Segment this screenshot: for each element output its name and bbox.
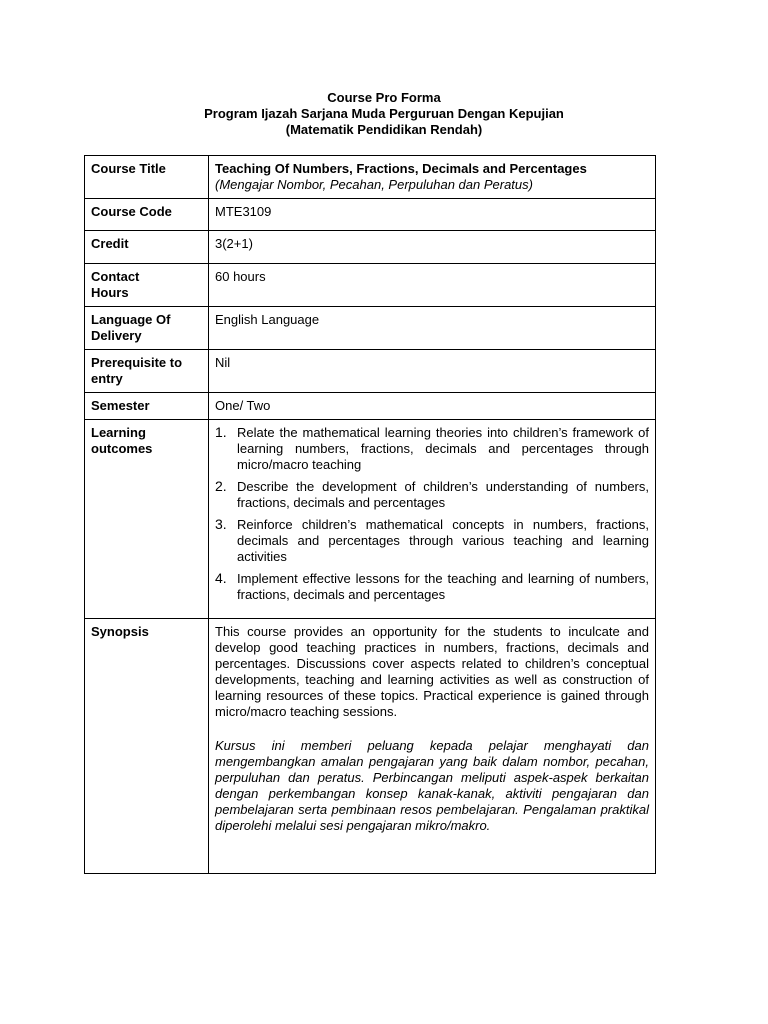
- list-item-text: Relate the mathematical learning theories into children’s framework of learning numbers, fractions, decimals and percentages through micro/macro teaching: [237, 425, 649, 472]
- row-learning-outcomes: [85, 420, 656, 619]
- label-language: [85, 307, 209, 350]
- list-item-text: Implement effective lessons for the teaching and learning of numbers, fractions, decimals and percentages: [237, 571, 649, 602]
- label-contact-hours-line1: Contact: [91, 269, 140, 284]
- value-credit: 3(2+1): [209, 231, 656, 264]
- row-language: [85, 307, 656, 350]
- value-course-code: MTE3109: [209, 199, 656, 231]
- row-course-title: [85, 156, 656, 199]
- list-item-number: 1.: [215, 424, 227, 440]
- value-contact-hours: 60 hours: [209, 264, 656, 307]
- label-learning-outcomes-line2: outcomes: [91, 441, 153, 456]
- value-course-title: [209, 156, 656, 199]
- list-item-number: 4.: [215, 570, 227, 586]
- header-program: Program Ijazah Sarjana Muda Perguruan Dengan Kepujian: [204, 106, 564, 121]
- row-synopsis: [85, 619, 656, 874]
- label-prerequisite-line1: Prerequisite to: [91, 355, 183, 370]
- row-credit: [85, 231, 656, 264]
- value-semester: One/ Two: [209, 393, 656, 420]
- list-item-number: 3.: [215, 516, 227, 532]
- list-item: [215, 425, 649, 473]
- list-item: [215, 479, 649, 511]
- list-item: [215, 517, 649, 565]
- label-semester: Semester: [85, 393, 209, 420]
- document-header: [0, 90, 768, 138]
- label-course-code: Course Code: [85, 199, 209, 231]
- label-synopsis: Synopsis: [85, 619, 209, 874]
- label-learning-outcomes-line1: Learning: [91, 425, 146, 440]
- label-language-line1: Language Of: [91, 312, 171, 327]
- label-prerequisite-line2: entry: [91, 371, 123, 386]
- row-contact-hours: [85, 264, 656, 307]
- course-proforma-table: [84, 155, 656, 874]
- label-credit: Credit: [85, 231, 209, 264]
- label-learning-outcomes: [85, 420, 209, 619]
- header-specialization: (Matematik Pendidikan Rendah): [285, 122, 483, 137]
- label-contact-hours-line2: Hours: [91, 285, 129, 300]
- label-language-line2: Delivery: [91, 328, 142, 343]
- list-item-text: Reinforce children’s mathematical concepts in numbers, fractions, decimals and percentages through various teaching and learning activities: [237, 517, 649, 564]
- label-contact-hours: [85, 264, 209, 307]
- course-title-english: Teaching Of Numbers, Fractions, Decimals and Percentages: [215, 161, 587, 176]
- list-item-text: Describe the development of children’s understanding of numbers, fractions, decimals and percentages: [237, 479, 649, 510]
- list-item-number: 2.: [215, 478, 227, 494]
- synopsis-english: This course provides an opportunity for the students to inculcate and develop good teaching practices in numbers, fractions, decimals and percentages. Discussions cover aspects related to children’s conceptual developments, teaching and learning activities as well as construction of learning resources of these topics. Practical experience is gained through micro/macro teaching sessions.: [215, 624, 649, 719]
- learning-outcomes-list: [215, 425, 649, 603]
- label-prerequisite: [85, 350, 209, 393]
- list-item: [215, 571, 649, 603]
- label-course-title: Course Title: [85, 156, 209, 199]
- value-learning-outcomes: [209, 420, 656, 619]
- value-language: English Language: [209, 307, 656, 350]
- value-synopsis: [209, 619, 656, 874]
- row-semester: [85, 393, 656, 420]
- row-prerequisite: [85, 350, 656, 393]
- synopsis-malay: Kursus ini memberi peluang kepada pelajar menghayati dan mengembangkan amalan pengajaran yang baik dalam nombor, pecahan, perpuluhan dan peratus. Perbincangan meliputi aspek-aspek berkaitan dengan perkembangan konsep kanak-kanak, aktiviti pengajaran dan pembelajaran serta pembinaan resos pembelajaran. Pengalaman praktikal diperolehi melalui sesi pengajaran mikro/makro.: [215, 738, 649, 833]
- value-prerequisite: Nil: [209, 350, 656, 393]
- course-title-malay: (Mengajar Nombor, Pecahan, Perpuluhan dan Peratus): [215, 177, 533, 192]
- header-title: Course Pro Forma: [327, 90, 441, 105]
- row-course-code: [85, 199, 656, 231]
